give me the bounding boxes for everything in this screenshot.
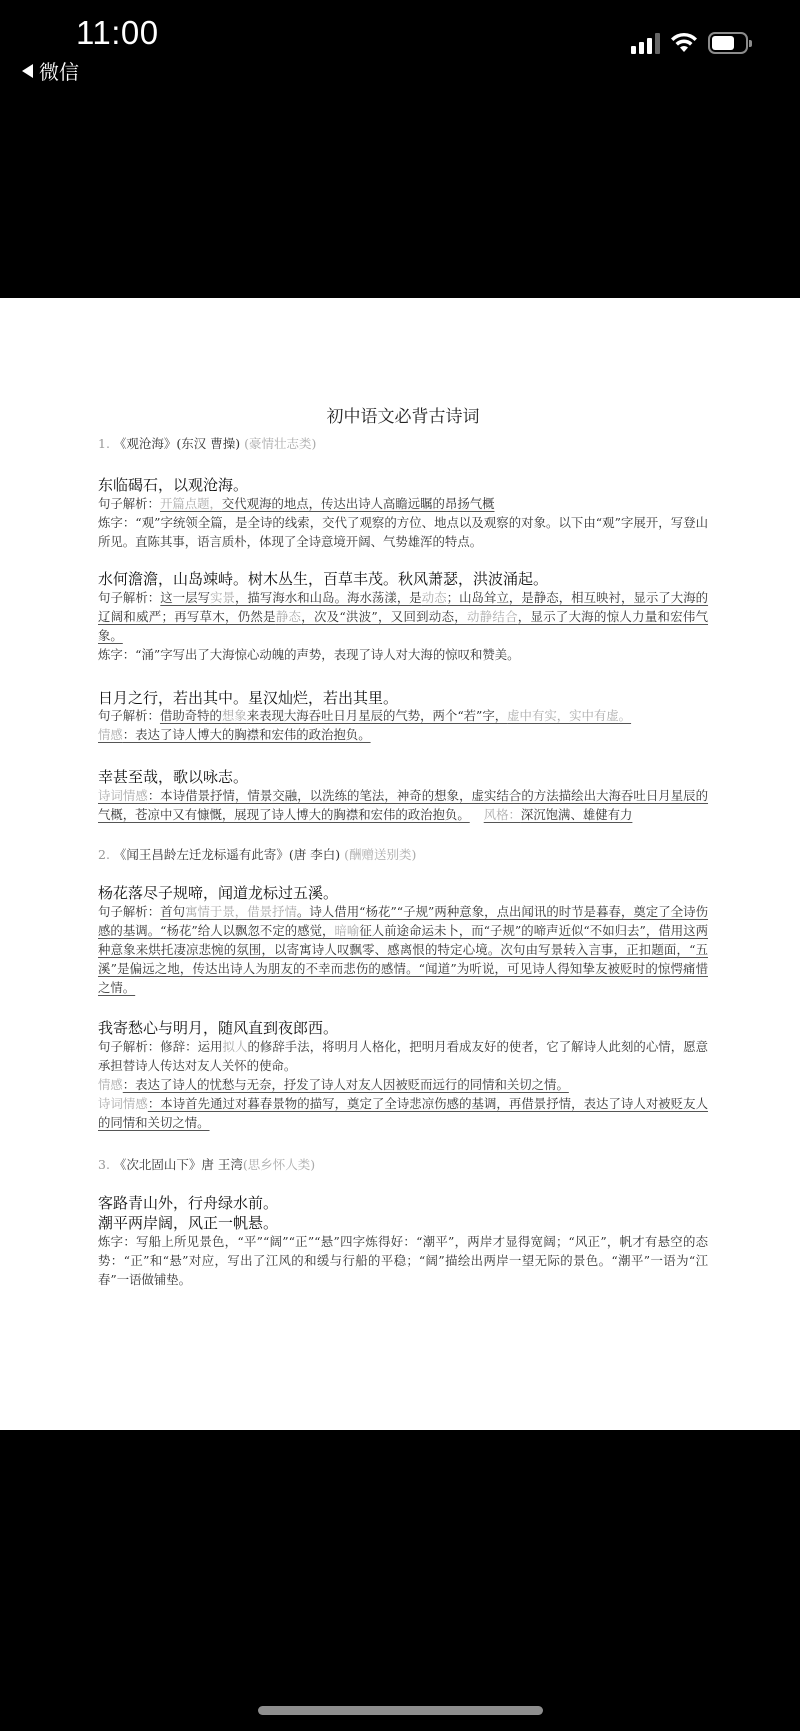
analysis-paragraph: 句子解析：首句寓情于景，借景抒情。诗人借用“杨花”“子规”两种意象，点出闻讯的时节是暮春，奠定了全诗伤感的基调。“杨花”给人以飘忽不定的感觉，暗喻征人前途命运未卜，而“子规”的啼声近似“不如归去”，借用这两种意象来烘托凄凉悲惋的氛围，以寄寓诗人叹飘零、感离恨的特定心境。次句由写景转入言事，正扣题面，“五溪”是偏远之地，传达出诗人为朋友的不幸而悲伤的感情。“闻道”为听说，可见诗人得知挚友被贬时的惊愕痛惜之情。	[98, 904, 709, 995]
lianzi-paragraph: 炼字：“观”字统领全篇，是全诗的线索，交代了观察的方位、地点以及观察的对象。以下由“观”字展开，写登山所见。直陈其事，语言质朴，体现了全诗意境开阔、气势雄浑的特点。	[98, 515, 708, 549]
home-indicator[interactable]	[258, 1706, 543, 1715]
status-bar	[0, 0, 800, 100]
analysis-paragraph: 句子解析：这一层写实景，描写海水和山岛。海水荡漾，是动态；山岛耸立，是静态，相互映衬，显示了大海的辽阔和威严；再写草木，仍然是静态，次及“洪波”，又回到动态，动静结合，显示了大海的惊人力量和宏伟气象。	[98, 590, 709, 643]
verse: 我寄愁心与明月，随风直到夜郎西。	[98, 1019, 339, 1037]
section-heading-2: 2. 《闻王昌龄左迁龙标遥有此寄》(唐 李白) (酬赠送别类)	[98, 847, 417, 862]
verse: 东临碣石，以观沧海。	[98, 476, 249, 494]
back-arrow-icon	[22, 64, 33, 78]
verse: 水何澹澹，山岛竦峙。树木丛生，百草丰茂。秋风萧瑟，洪波涌起。	[98, 570, 549, 588]
analysis-paragraph: 句子解析：开篇点题，交代观海的地点，传达出诗人高瞻远瞩的昂扬气概	[98, 496, 495, 511]
verse: 杨花落尽子规啼，闻道龙标过五溪。	[98, 884, 339, 902]
verse: 幸甚至哉，歌以咏志。	[98, 768, 249, 786]
verse: 客路青山外，行舟绿水前。	[98, 1194, 279, 1212]
analysis-paragraph: 句子解析：修辞：运用拟人的修辞手法，将明月人格化，把明月看成友好的使者，它了解诗人此刻的心情，愿意承担替诗人传达对友人关怀的使命。	[98, 1039, 709, 1073]
document-title: 初中语文必背古诗词	[326, 407, 480, 427]
battery-icon	[708, 32, 748, 54]
document-page	[0, 298, 800, 1430]
back-label: 微信	[39, 62, 79, 84]
analysis-paragraph: 句子解析：借助奇特的想象来表现大海吞吐日月星辰的气势，两个“若”字，虚中有实，实中有虚。	[98, 708, 632, 723]
emotion-paragraph: 情感：表达了诗人的忧愁与无奈，抒发了诗人对友人因被贬而远行的同情和关切之情。	[98, 1077, 569, 1092]
section-heading-1: 1. 《观沧海》(东汉 曹操) (豪情壮志类)	[98, 436, 317, 451]
emotion-paragraph: 情感：表达了诗人博大的胸襟和宏伟的政治抱负。	[98, 727, 371, 742]
poem-emotion-paragraph: 诗词情感：本诗借景抒情，情景交融，以洗练的笔法，神奇的想象，虚实结合的方法描绘出大海吞吐日月星辰的气概，苍凉中又有慷慨，展现了诗人博大的胸襟和宏伟的政治抱负。 风格：深沉饱满、雄健有力	[98, 788, 709, 822]
status-icons	[631, 32, 748, 54]
lianzi-paragraph: 炼字：写船上所见景色，“平”“阔”“正”“悬”四字炼得好：“潮平”，两岸才显得宽阔；“风正”，帆才有悬空的态势：“正”和“悬”对应，写出了江风的和缓与行船的平稳；“阔”描绘出两岸一望无际的景色。“潮平”一语为“江春”一语做铺垫。	[98, 1234, 708, 1287]
poem-emotion-paragraph: 诗词情感：本诗首先通过对暮春景物的描写，奠定了全诗悲凉伤感的基调，再借景抒情，表达了诗人对被贬友人的同情和关切之情。	[98, 1096, 709, 1130]
verse: 潮平两岸阔，风正一帆悬。	[98, 1214, 279, 1232]
clock: 11:00	[76, 14, 159, 51]
lianzi-paragraph: 炼字：“涌”字写出了大海惊心动魄的声势，表现了诗人对大海的惊叹和赞美。	[98, 647, 520, 662]
back-to-wechat-button[interactable]	[22, 56, 79, 85]
wifi-icon	[670, 32, 698, 54]
cellular-signal-icon	[631, 32, 660, 54]
section-heading-3: 3. 《次北固山下》唐 王湾(思乡怀人类)	[98, 1157, 316, 1172]
verse: 日月之行，若出其中。星汉灿烂，若出其里。	[98, 689, 399, 707]
